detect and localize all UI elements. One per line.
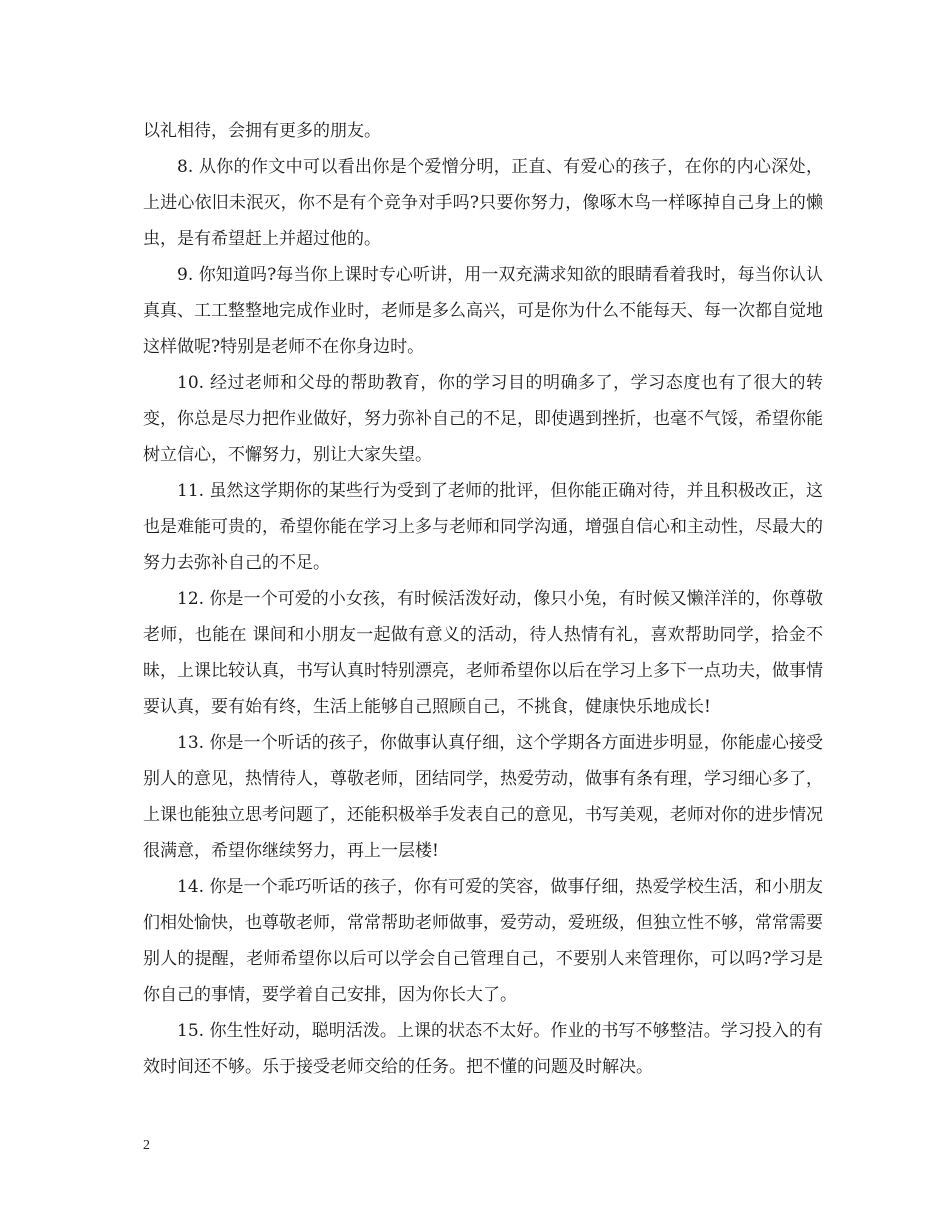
document-body <box>143 113 823 1085</box>
paragraph-item-10: 10. 经过老师和父母的帮助教育，你的学习目的明确多了，学习态度也有了很大的转变，你总是尽力把作业做好，努力弥补自己的不足，即使遇到挫折，也毫不气馁，希望你能树立信心，不懈努力，别让大家失望。 <box>143 373 823 465</box>
paragraph-continuation: 以礼相待，会拥有更多的朋友。 <box>143 121 381 141</box>
paragraph-item-15: 15. 你生性好动，聪明活泼。上课的状态不太好。作业的书写不够整洁。学习投入的有效时间还不够。乐于接受老师交给的任务。把不懂的问题及时解决。 <box>143 1021 823 1077</box>
paragraph-item-13: 13. 你是一个听话的孩子，你做事认真仔细，这个学期各方面进步明显，你能虚心接受别人的意见，热情待人，尊敬老师，团结同学，热爱劳动，做事有条有理，学习细心多了，上课也能独立思考问题了，还能积极举手发表自己的意见，书写美观，老师对你的进步情况很满意，希望你继续努力，再上一层楼! <box>143 733 823 861</box>
paragraph-item-14: 14. 你是一个乖巧听话的孩子，你有可爱的笑容，做事仔细，热爱学校生活，和小朋友们相处愉快，也尊敬老师，常常帮助老师做事，爱劳动，爱班级，但独立性不够，常常需要别人的提醒，老师希望你以后可以学会自己管理自己，不要别人来管理你，可以吗?学习是你自己的事情，要学着自己安排，因为你长大了。 <box>143 877 823 1005</box>
page-number: 2 <box>143 1138 150 1153</box>
paragraph-item-12: 12. 你是一个可爱的小女孩，有时候活泼好动，像只小兔，有时候又懒洋洋的，你尊敬老师，也能在 课间和小朋友一起做有意义的活动，待人热情有礼，喜欢帮助同学，拾金不昧，上课比较认真，书写认真时特别漂亮，老师希望你以后在学习上多下一点功夫，做事情要认真，要有始有终，生活上能够自己照顾自己，不挑食，健康快乐地成长! <box>143 589 823 717</box>
paragraph-item-11: 11. 虽然这学期你的某些行为受到了老师的批评，但你能正确对待，并且积极改正，这也是难能可贵的，希望你能在学习上多与老师和同学沟通，增强自信心和主动性，尽最大的努力去弥补自己的不足。 <box>143 481 823 573</box>
paragraph-item-9: 9. 你知道吗?每当你上课时专心听讲，用一双充满求知欲的眼睛看着我时，每当你认认真真、工工整整地完成作业时，老师是多么高兴，可是你为什么不能每天、每一次都自觉地这样做呢?特别是老师不在你身边时。 <box>143 265 823 357</box>
paragraph-item-8: 8. 从你的作文中可以看出你是个爱憎分明，正直、有爱心的孩子，在你的内心深处，上进心依旧未泯灭，你不是有个竞争对手吗?只要你努力，像啄木鸟一样啄掉自己身上的懒虫，是有希望赶上并超过他的。 <box>143 157 823 249</box>
